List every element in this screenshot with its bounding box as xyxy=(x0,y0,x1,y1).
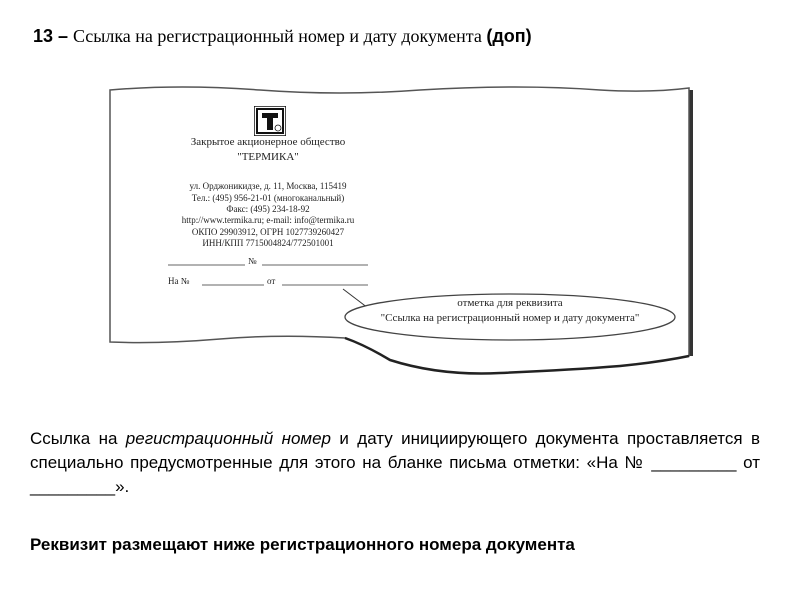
org-type: Закрытое акционерное общество xyxy=(190,136,346,148)
slide-number: 13 xyxy=(33,26,54,46)
ref-from: от xyxy=(267,276,276,286)
inn-kpp: ИНН/КПП 7715004824/772501001 xyxy=(202,238,334,248)
conclusion: Реквизит размещают ниже регистрационного номера документа xyxy=(30,535,575,554)
address: ул. Орджоникидзе, д. 11, Москва, 115419 xyxy=(189,181,347,191)
title-dash: – xyxy=(53,26,74,46)
body-italic: регистрационный номер xyxy=(125,429,331,448)
phone: Тел.: (495) 956-21-01 (многоканальный) xyxy=(191,193,345,203)
org-name: "ТЕРМИКА" xyxy=(237,151,299,163)
company-logo xyxy=(254,106,286,136)
body-part1: Ссылка на xyxy=(30,429,126,448)
reg-number-sign: № xyxy=(248,256,257,266)
fax: Факс: (495) 234-18-92 xyxy=(226,204,310,214)
web-email: http://www.termika.ru; e-mail: info@termika.ru xyxy=(181,215,355,225)
body-part2: и дату инициирующего документа проставляется в специально предусмотренные для этого на бланке письма отметки: «На № _________ от _________». xyxy=(30,429,760,496)
title-text: Ссылка на регистрационный номер и дату документа xyxy=(73,26,487,46)
body-paragraph xyxy=(30,427,760,499)
callout-line2: "Ссылка на регистрационный номер и дату документа" xyxy=(380,312,640,324)
ref-prefix: На № xyxy=(168,276,190,286)
title-suffix: (доп) xyxy=(486,26,532,46)
callout-line1: отметка для реквизита xyxy=(457,297,563,309)
okpo-ogrn: ОКПО 29903912, ОГРН 1027739260427 xyxy=(191,227,345,237)
callout-label xyxy=(345,296,675,326)
